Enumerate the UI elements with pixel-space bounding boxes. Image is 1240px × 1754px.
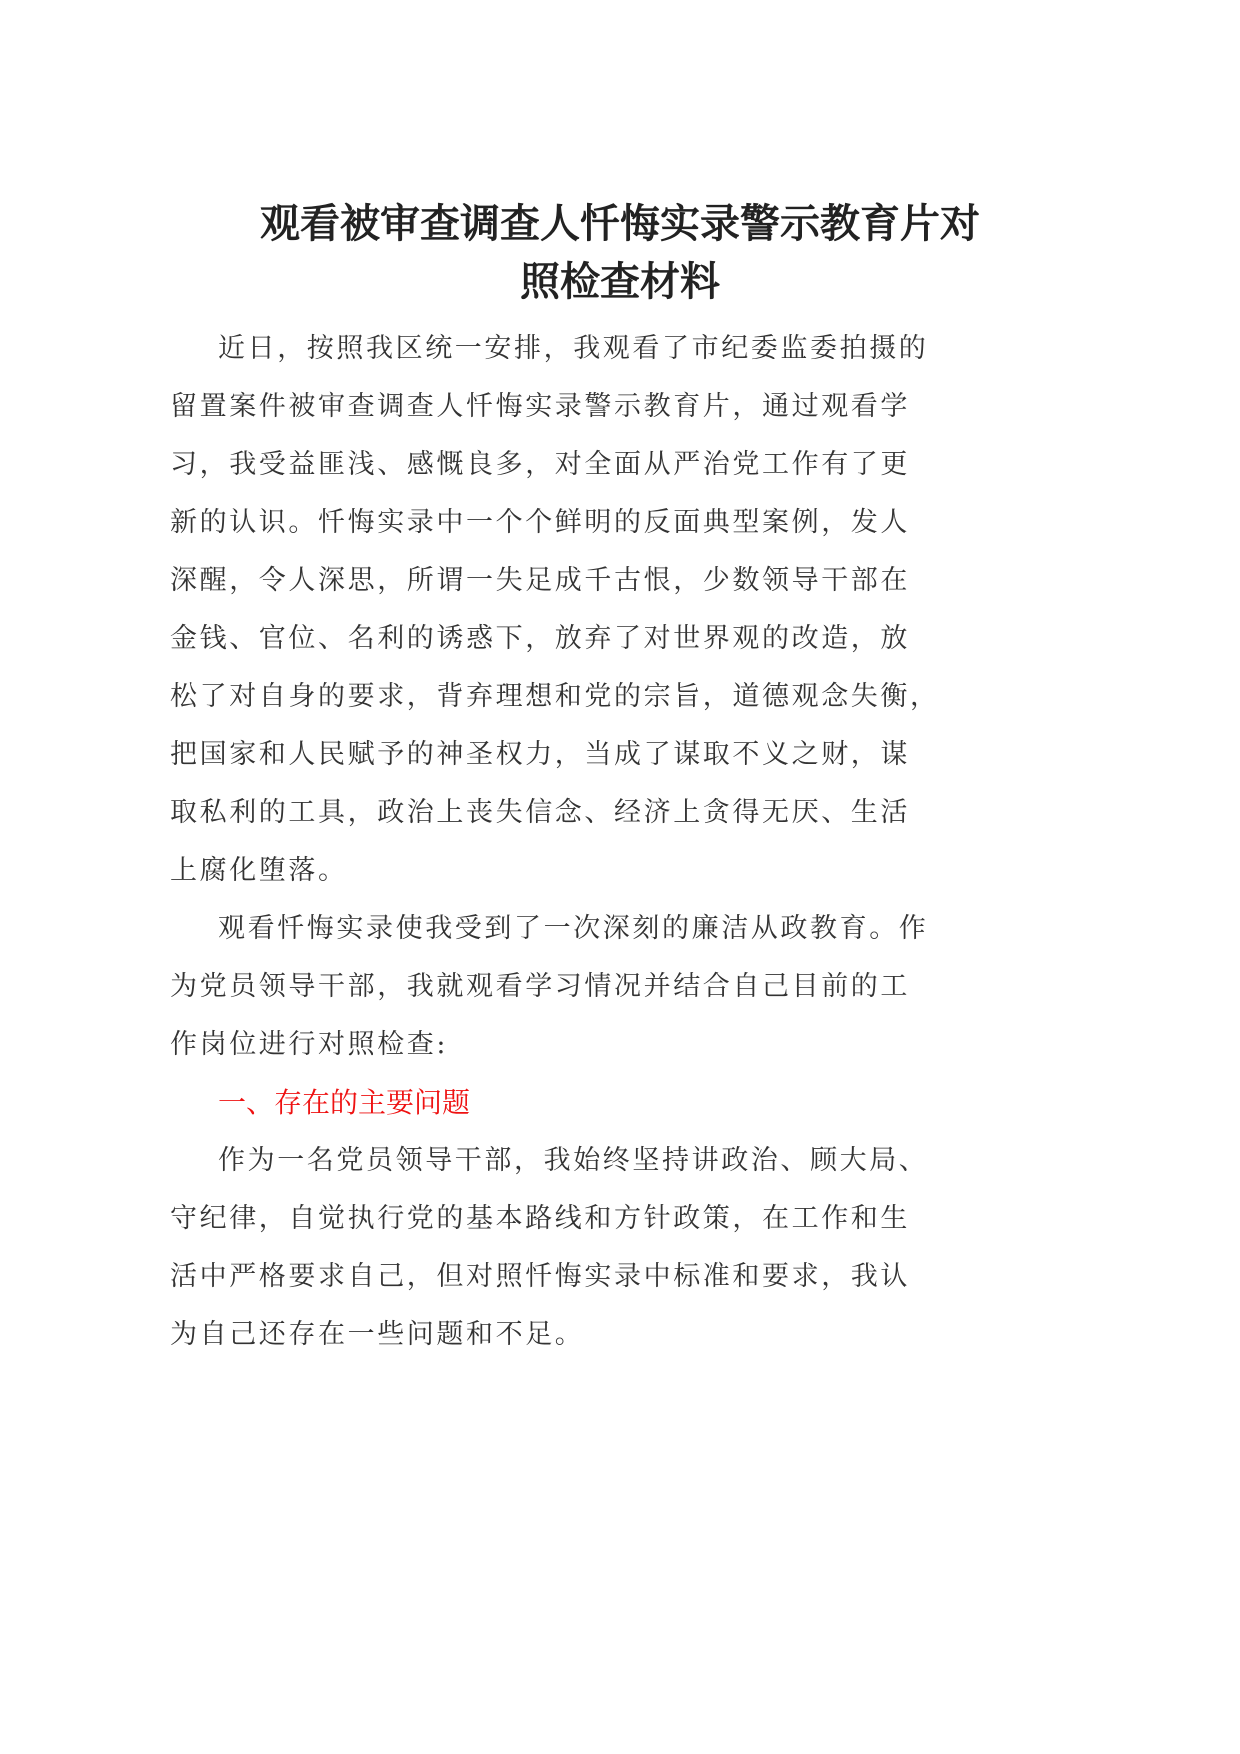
text-line: 为自己还存在一些问题和不足。 bbox=[170, 1319, 585, 1350]
paragraph-problems bbox=[170, 1132, 950, 1364]
paragraph-intro bbox=[170, 320, 950, 900]
text-line: 松了对自身的要求，背弃理想和党的宗旨，道德观念失衡， bbox=[170, 681, 940, 712]
document-body bbox=[170, 320, 950, 1364]
document-title bbox=[0, 195, 1240, 311]
text-line: 取私利的工具，政治上丧失信念、经济上贪得无厌、生活 bbox=[170, 797, 910, 828]
text-line: 上腐化堕落。 bbox=[170, 855, 348, 886]
text-line: 深醒，令人深思，所谓一失足成千古恨，少数领导干部在 bbox=[170, 565, 910, 596]
section-heading: 一、存在的主要问题 bbox=[218, 1086, 471, 1119]
text-line: 活中严格要求自己，但对照忏悔实录中标准和要求，我认 bbox=[170, 1261, 910, 1292]
title-line-2: 照检查材料 bbox=[520, 259, 720, 305]
text-line: 守纪律，自觉执行党的基本路线和方针政策，在工作和生 bbox=[170, 1203, 910, 1234]
text-line: 作岗位进行对照检查: bbox=[170, 1029, 449, 1060]
text-line: 金钱、官位、名利的诱惑下，放弃了对世界观的改造，放 bbox=[170, 623, 910, 654]
text-line: 留置案件被审查调查人忏悔实录警示教育片，通过观看学 bbox=[170, 391, 910, 422]
text-line: 把国家和人民赋予的神圣权力，当成了谋取不义之财，谋 bbox=[170, 739, 910, 770]
text-line: 为党员领导干部，我就观看学习情况并结合自己目前的工 bbox=[170, 971, 910, 1002]
text-line: 近日，按照我区统一安排，我观看了市纪委监委拍摄的 bbox=[218, 333, 929, 364]
paragraph-reflection bbox=[170, 900, 950, 1074]
title-line-1: 观看被审查调查人忏悔实录警示教育片对 bbox=[260, 201, 980, 247]
text-line: 观看忏悔实录使我受到了一次深刻的廉洁从政教育。作 bbox=[218, 913, 929, 944]
text-line: 新的认识。忏悔实录中一个个鲜明的反面典型案例，发人 bbox=[170, 507, 910, 538]
text-line: 习，我受益匪浅、感慨良多，对全面从严治党工作有了更 bbox=[170, 449, 910, 480]
text-line: 作为一名党员领导干部，我始终坚持讲政治、顾大局、 bbox=[218, 1145, 929, 1176]
